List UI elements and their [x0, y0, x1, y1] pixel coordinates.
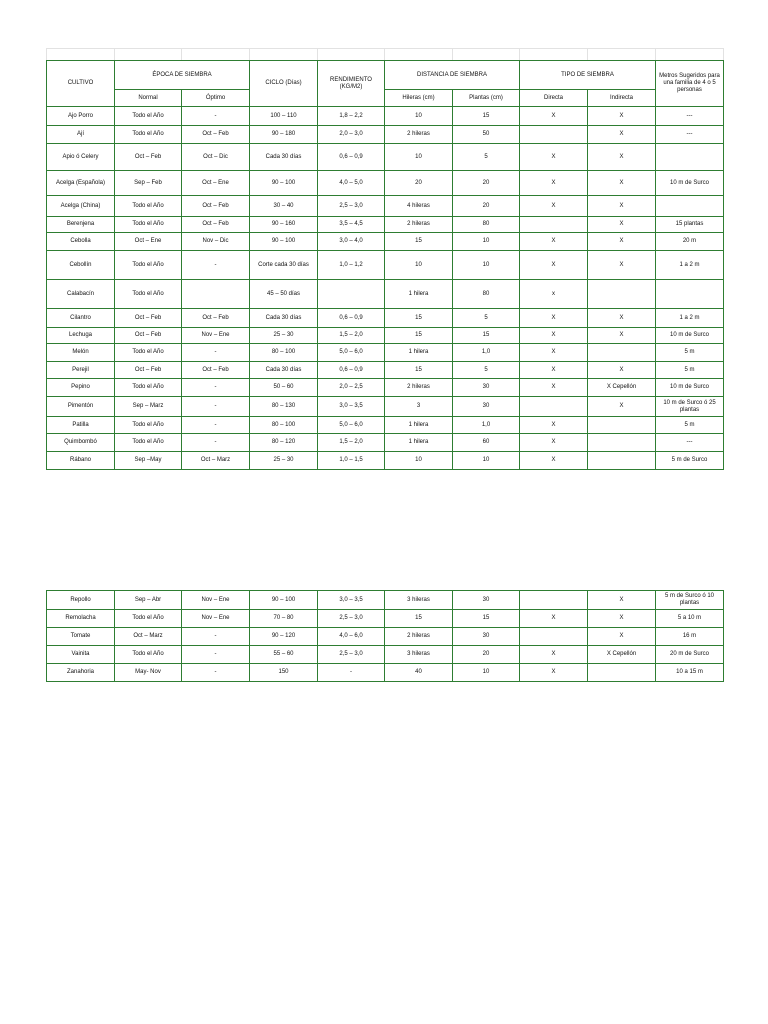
table-cell: 20 — [385, 171, 453, 196]
table-cell: X — [520, 417, 588, 434]
table-cell: Nov – Ene — [182, 328, 250, 344]
table-row — [47, 126, 724, 144]
table-cell: X — [520, 434, 588, 452]
table-cell — [520, 628, 588, 646]
crop-name-cell: Ajo Porro — [47, 107, 115, 126]
table-cell: 5 a 10 m — [656, 610, 724, 628]
table-row — [47, 362, 724, 379]
table-cell: 1 hilera — [385, 344, 453, 362]
table-cell: Nov – Dic — [182, 233, 250, 251]
crop-name-cell: Acelga (China) — [47, 196, 115, 217]
table-cell: 2,0 – 3,0 — [318, 126, 385, 144]
table-cell: Sep – Feb — [115, 171, 182, 196]
table-cell: Nov – Ene — [182, 591, 250, 610]
table-cell: Oct – Feb — [115, 309, 182, 328]
table-cell: X — [520, 233, 588, 251]
table-cell: 3,0 – 4,0 — [318, 233, 385, 251]
table-cell — [520, 217, 588, 233]
crop-name-cell: Cebollín — [47, 251, 115, 280]
table-cell: - — [182, 379, 250, 397]
table-cell: X — [588, 328, 656, 344]
table-cell: 80 — [453, 280, 520, 309]
table-cell: 15 — [385, 362, 453, 379]
table-cell: Oct – Feb — [182, 309, 250, 328]
table-cell: X — [520, 452, 588, 470]
table-cell: 15 — [385, 328, 453, 344]
table-row — [47, 397, 724, 417]
header-plantas: Plantas (cm) — [453, 90, 520, 107]
blank-grid-row — [47, 49, 724, 61]
table-cell: Todo el Año — [115, 107, 182, 126]
table-row — [47, 434, 724, 452]
table-cell: 1,5 – 2,0 — [318, 434, 385, 452]
table-row — [47, 309, 724, 328]
table-cell: Oct – Ene — [182, 171, 250, 196]
table-cell: Todo el Año — [115, 217, 182, 233]
crop-name-cell: Cilantro — [47, 309, 115, 328]
crop-name-cell: Acelga (Española) — [47, 171, 115, 196]
table-cell: 15 plantas — [656, 217, 724, 233]
table-cell: 20 — [453, 646, 520, 664]
table-row — [47, 664, 724, 682]
table-cell: Oct – Marz — [115, 628, 182, 646]
table-cell: 4 hileras — [385, 196, 453, 217]
table-cell: X — [588, 251, 656, 280]
table-cell: X — [520, 171, 588, 196]
table-cell: 40 — [385, 664, 453, 682]
table-cell: 10 m de Surco ó 25 plantas — [656, 397, 724, 417]
table-row — [47, 417, 724, 434]
table-cell: 10 — [385, 452, 453, 470]
crop-name-cell: Lechuga — [47, 328, 115, 344]
table-cell: 80 – 130 — [250, 397, 318, 417]
table-cell: X — [520, 309, 588, 328]
table-cell: X — [588, 217, 656, 233]
table-cell: 80 – 120 — [250, 434, 318, 452]
table-cell: Oct – Feb — [182, 362, 250, 379]
table-cell: 1 a 2 m — [656, 251, 724, 280]
table-cell: - — [182, 397, 250, 417]
table-cell: Cada 30 días — [250, 362, 318, 379]
table-cell: 2 hileras — [385, 217, 453, 233]
table-cell: 55 – 60 — [250, 646, 318, 664]
table-cell: 20 m — [656, 233, 724, 251]
table-cell: 5 m de Surco — [656, 452, 724, 470]
table-cell — [588, 452, 656, 470]
header-epoca: ÉPOCA DE SIEMBRA — [115, 61, 250, 90]
table-cell: 2,5 – 3,0 — [318, 196, 385, 217]
table-row — [47, 591, 724, 610]
crop-name-cell: Patilla — [47, 417, 115, 434]
table-cell: 30 — [453, 628, 520, 646]
table-cell: 25 – 30 — [250, 452, 318, 470]
table-cell: 3 hileras — [385, 646, 453, 664]
table-cell: 10 m de Surco — [656, 171, 724, 196]
table-cell: 70 – 80 — [250, 610, 318, 628]
table-cell: 5,0 – 6,0 — [318, 344, 385, 362]
table-cell: Oct – Feb — [115, 328, 182, 344]
table-cell: 1 hilera — [385, 280, 453, 309]
table-cell: 1,5 – 2,0 — [318, 328, 385, 344]
table-cell: Todo el Año — [115, 126, 182, 144]
header-row-sub — [47, 90, 724, 107]
crop-name-cell: Pepino — [47, 379, 115, 397]
crop-name-cell: Perejil — [47, 362, 115, 379]
table-row — [47, 452, 724, 470]
crop-name-cell: Apio ó Celery — [47, 144, 115, 171]
table-cell: 15 — [385, 233, 453, 251]
table-cell: 5 m — [656, 362, 724, 379]
table-cell — [318, 280, 385, 309]
table-cell: 15 — [453, 107, 520, 126]
table-cell: X — [588, 144, 656, 171]
table-cell: - — [182, 628, 250, 646]
table-cell: - — [182, 344, 250, 362]
table-cell: 25 – 30 — [250, 328, 318, 344]
table-cell: Todo el Año — [115, 379, 182, 397]
table-cell: 1,0 — [453, 417, 520, 434]
table-cell: X Cepellón — [588, 379, 656, 397]
header-row-top — [47, 61, 724, 90]
table-cell: X — [520, 664, 588, 682]
table-cell: Todo el Año — [115, 610, 182, 628]
table-row — [47, 646, 724, 664]
table-cell: 5 m de Surco ó 10 plantas — [656, 591, 724, 610]
table-cell: 0,6 – 0,9 — [318, 362, 385, 379]
table-cell: 3,0 – 3,5 — [318, 397, 385, 417]
table-row — [47, 610, 724, 628]
table-cell — [520, 126, 588, 144]
table-row — [47, 328, 724, 344]
table-cell: 2 hileras — [385, 379, 453, 397]
table-cell: 45 – 50 días — [250, 280, 318, 309]
table-cell: X — [588, 171, 656, 196]
table-cell: 1,0 – 1,5 — [318, 452, 385, 470]
table-cell: X — [588, 233, 656, 251]
table-cell: 60 — [453, 434, 520, 452]
table-cell: 10 — [453, 251, 520, 280]
table-row — [47, 344, 724, 362]
table-cell — [182, 280, 250, 309]
table-cell: X — [588, 397, 656, 417]
crop-table-main — [46, 48, 724, 470]
table-cell: 3 hileras — [385, 591, 453, 610]
table-cell: Todo el Año — [115, 646, 182, 664]
table-cell: 2,5 – 3,0 — [318, 610, 385, 628]
table-cell: --- — [656, 434, 724, 452]
table-cell: 20 — [453, 171, 520, 196]
table-cell: 10 — [453, 452, 520, 470]
table-cell: Sep – Abr — [115, 591, 182, 610]
header-metros: Metros Sugeridos para una familia de 4 o 5 personas — [656, 61, 724, 107]
table-cell: Todo el Año — [115, 280, 182, 309]
table-cell: 1,8 – 2,2 — [318, 107, 385, 126]
table-cell: 80 – 100 — [250, 344, 318, 362]
table-row — [47, 628, 724, 646]
crop-name-cell: Repollo — [47, 591, 115, 610]
table-cell: 20 m de Surco — [656, 646, 724, 664]
table-cell: X — [520, 196, 588, 217]
crop-name-cell: Remolacha — [47, 610, 115, 628]
table-cell: 2 hileras — [385, 628, 453, 646]
table-row — [47, 196, 724, 217]
table-row — [47, 379, 724, 397]
table-cell: - — [182, 417, 250, 434]
table-cell: 5 m — [656, 344, 724, 362]
table-cell: 150 — [250, 664, 318, 682]
table-cell: - — [182, 664, 250, 682]
table-cell — [588, 280, 656, 309]
table-cell: 1,0 – 1,2 — [318, 251, 385, 280]
crop-name-cell: Vainita — [47, 646, 115, 664]
table-cell: 1 hilera — [385, 417, 453, 434]
table-cell: Cada 30 días — [250, 144, 318, 171]
table-cell: 5,0 – 6,0 — [318, 417, 385, 434]
table-cell: 30 — [453, 397, 520, 417]
table-cell: 90 – 120 — [250, 628, 318, 646]
header-normal: Normal — [115, 90, 182, 107]
crop-name-cell: Zanahoria — [47, 664, 115, 682]
table-cell: 10 a 15 m — [656, 664, 724, 682]
table-cell: Cada 30 días — [250, 309, 318, 328]
table-row — [47, 107, 724, 126]
table-row — [47, 233, 724, 251]
table-cell: X — [588, 628, 656, 646]
table-cell: - — [318, 664, 385, 682]
table-cell — [588, 417, 656, 434]
table-cell: X — [520, 328, 588, 344]
table-cell: Todo el Año — [115, 344, 182, 362]
table-cell — [588, 344, 656, 362]
table-cell: X — [520, 144, 588, 171]
crop-name-cell: Berenjena — [47, 217, 115, 233]
table-cell: 4,0 – 6,0 — [318, 628, 385, 646]
table-cell: Oct – Feb — [182, 196, 250, 217]
table-cell: 50 – 60 — [250, 379, 318, 397]
table-cell: Oct – Dic — [182, 144, 250, 171]
table-cell: 5 m — [656, 417, 724, 434]
table-cell: 10 — [385, 144, 453, 171]
table-cell: X — [520, 107, 588, 126]
table-cell: 10 m de Surco — [656, 379, 724, 397]
table-cell — [520, 397, 588, 417]
table-cell: 90 – 100 — [250, 591, 318, 610]
table-cell: 15 — [453, 328, 520, 344]
table-row — [47, 171, 724, 196]
table-cell: Oct – Feb — [115, 362, 182, 379]
table-cell: 0,6 – 0,9 — [318, 309, 385, 328]
table-cell: 0,6 – 0,9 — [318, 144, 385, 171]
table-cell: - — [182, 107, 250, 126]
table-row — [47, 144, 724, 171]
header-tipo: TIPO DE SIEMBRA — [520, 61, 656, 90]
table-cell: 15 — [385, 309, 453, 328]
table-cell: X — [520, 379, 588, 397]
crop-name-cell: Melón — [47, 344, 115, 362]
header-rendimiento: RENDIMIENTO (KG/M2) — [318, 61, 385, 107]
crop-name-cell: Rábano — [47, 452, 115, 470]
header-indirecta: Indirecta — [588, 90, 656, 107]
table-cell: 90 – 180 — [250, 126, 318, 144]
table-cell: Oct – Feb — [182, 126, 250, 144]
table-cell: Oct – Feb — [182, 217, 250, 233]
crop-name-cell: Cebolla — [47, 233, 115, 251]
table-cell: 90 – 160 — [250, 217, 318, 233]
table-cell: 80 – 100 — [250, 417, 318, 434]
table-cell: 100 – 110 — [250, 107, 318, 126]
table-cell: 3,5 – 4,5 — [318, 217, 385, 233]
table-cell: Todo el Año — [115, 251, 182, 280]
table-cell: 80 — [453, 217, 520, 233]
table-cell: - — [182, 251, 250, 280]
header-ciclo: CICLO (Días) — [250, 61, 318, 107]
table-cell: 5 — [453, 144, 520, 171]
table-cell: Oct – Marz — [182, 452, 250, 470]
table-cell: X Cepellón — [588, 646, 656, 664]
table-cell: 30 — [453, 379, 520, 397]
table-cell: --- — [656, 126, 724, 144]
crop-name-cell: Tomate — [47, 628, 115, 646]
table-cell: Oct – Ene — [115, 233, 182, 251]
table-cell: 10 m de Surco — [656, 328, 724, 344]
table-cell: X — [520, 251, 588, 280]
table-row — [47, 280, 724, 309]
table-cell — [656, 196, 724, 217]
table-cell: 5 — [453, 362, 520, 379]
table-cell: Sep – Marz — [115, 397, 182, 417]
table-cell: 10 — [385, 107, 453, 126]
header-distancia: DISTANCIA DE SIEMBRA — [385, 61, 520, 90]
table-cell: X — [588, 126, 656, 144]
table-cell: X — [588, 362, 656, 379]
table-cell: Sep –May — [115, 452, 182, 470]
table-cell: 1 hilera — [385, 434, 453, 452]
crop-name-cell: Pimentón — [47, 397, 115, 417]
table-cell — [588, 664, 656, 682]
table-cell: - — [182, 434, 250, 452]
table-cell: 1,0 — [453, 344, 520, 362]
table-cell: Todo el Año — [115, 434, 182, 452]
crop-name-cell: Calabacín — [47, 280, 115, 309]
header-hileras: Hileras (cm) — [385, 90, 453, 107]
table-cell: X — [588, 196, 656, 217]
table-cell: Todo el Año — [115, 196, 182, 217]
table-cell: 50 — [453, 126, 520, 144]
table-cell: X — [520, 646, 588, 664]
table-cell: 10 — [453, 233, 520, 251]
table-cell: 5 — [453, 309, 520, 328]
table-cell: X — [520, 610, 588, 628]
table-cell: May- Nov — [115, 664, 182, 682]
table-cell: 2,5 – 3,0 — [318, 646, 385, 664]
header-cultivo: CULTIVO — [47, 61, 115, 107]
table-cell: X — [588, 309, 656, 328]
table-cell: - — [182, 646, 250, 664]
table-cell — [520, 591, 588, 610]
table-cell: X — [588, 107, 656, 126]
table-cell: 16 m — [656, 628, 724, 646]
table-cell: Corte cada 30 días — [250, 251, 318, 280]
table-cell: Nov – Ene — [182, 610, 250, 628]
table-cell: 3,0 – 3,5 — [318, 591, 385, 610]
table-cell: 4,0 – 5,0 — [318, 171, 385, 196]
table-cell: 30 – 40 — [250, 196, 318, 217]
crop-name-cell: Ají — [47, 126, 115, 144]
table-row — [47, 217, 724, 233]
table-cell: x — [520, 280, 588, 309]
table-cell: Todo el Año — [115, 417, 182, 434]
table-cell: --- — [656, 107, 724, 126]
table-row — [47, 251, 724, 280]
table-cell: 10 — [453, 664, 520, 682]
table-cell: X — [520, 362, 588, 379]
table-cell: 30 — [453, 591, 520, 610]
table-cell: 2 hileras — [385, 126, 453, 144]
table-cell — [588, 434, 656, 452]
table-cell: Oct – Feb — [115, 144, 182, 171]
table-cell: 1 a 2 m — [656, 309, 724, 328]
crop-table-continued — [46, 590, 724, 682]
header-directa: Directa — [520, 90, 588, 107]
table-cell: 15 — [385, 610, 453, 628]
crop-name-cell: Quimbombó — [47, 434, 115, 452]
table-cell: 3 — [385, 397, 453, 417]
table-cell: 90 – 100 — [250, 233, 318, 251]
header-optimo: Óptimo — [182, 90, 250, 107]
table-cell: X — [588, 610, 656, 628]
table-cell: 20 — [453, 196, 520, 217]
table-cell: 15 — [453, 610, 520, 628]
table-cell: X — [588, 591, 656, 610]
table-cell: X — [520, 344, 588, 362]
table-cell — [656, 280, 724, 309]
table-cell — [656, 144, 724, 171]
table-cell: 90 – 100 — [250, 171, 318, 196]
table-cell: 10 — [385, 251, 453, 280]
table-cell: 2,0 – 2,5 — [318, 379, 385, 397]
